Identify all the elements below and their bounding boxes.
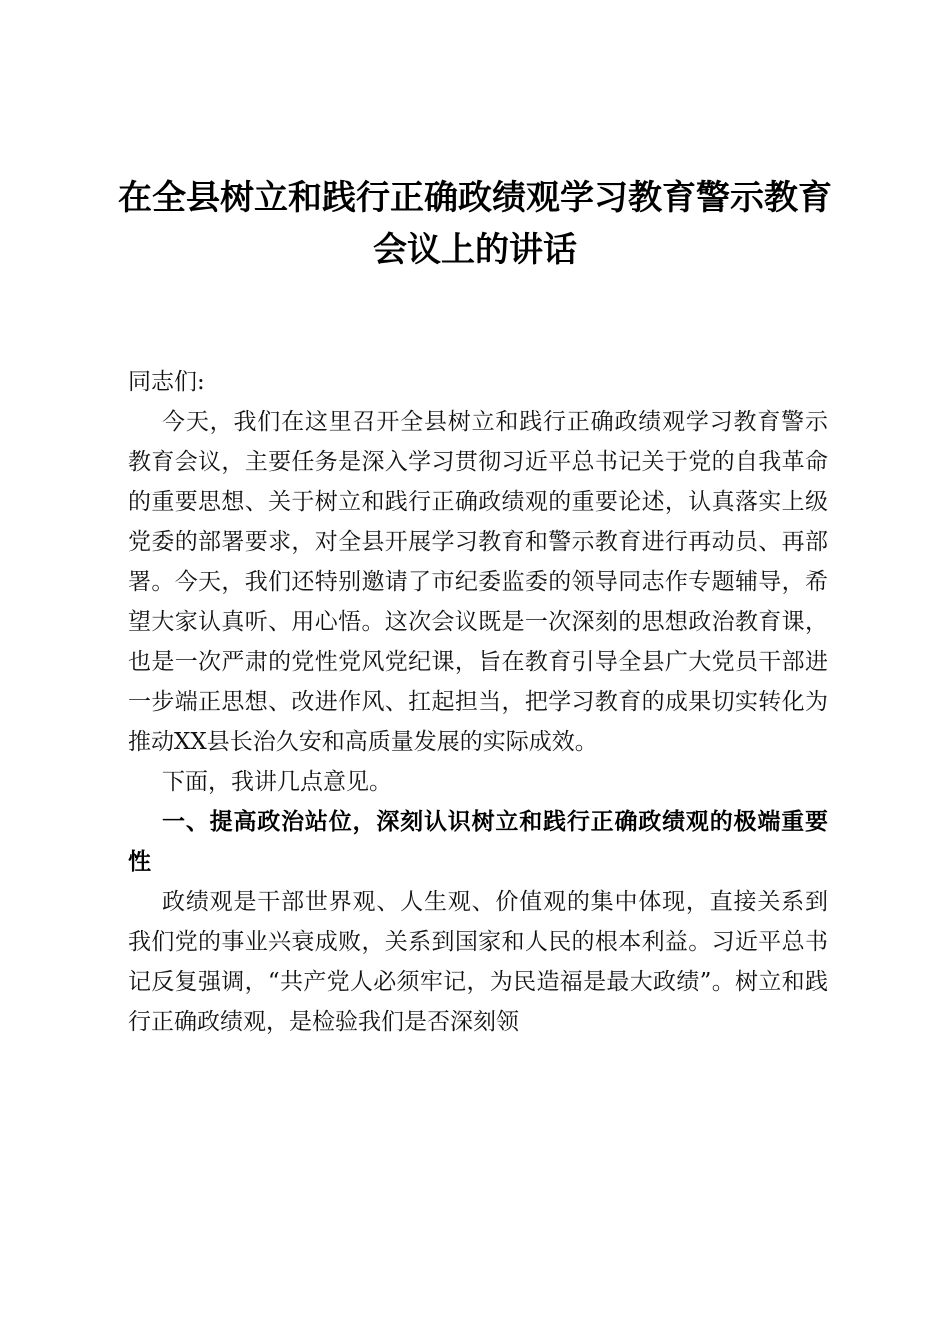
body-paragraph: 今天，我们在这里召开全县树立和践行正确政绩观学习教育警示教育会议，主要任务是深入学习贯彻习近平总书记关于党的自我革命的重要思想、关于树立和践行正确政绩观的重要论述，认真落实上级党委的部署要求，对全县开展学习教育和警示教育进行再动员、再部署。今天，我们还特别邀请了市纪委监委的领导同志作专题辅导，希望大家认真听、用心悟。这次会议既是一次深刻的思想政治教育课，也是一次严肃的党性党风党纪课，旨在教育引导全县广大党员干部进一步端正思想、改进作风、扛起担当，把学习教育的成果切实转化为推动XX县长治久安和高质量发展的实际成效。 xyxy=(128,409,828,755)
section-paragraph: 政绩观是干部世界观、人生观、价值观的集中体现，直接关系到我们党的事业兴衰成败，关系到国家和人民的根本利益。习近平总书记反复强调，“共产党人必须牢记，为民造福是最大政绩”。树立和践行正确政绩观，是检验我们是否深刻领 xyxy=(128,889,828,1035)
section-heading: 一、提高政治站位，深刻认识树立和践行正确政绩观的极端重要性 xyxy=(128,809,828,875)
document-body xyxy=(128,362,828,1042)
document-title: 在全县树立和践行正确政绩观学习教育警示教育会议上的讲话 xyxy=(118,178,832,270)
salutation: 同志们: xyxy=(128,369,205,395)
body-paragraph: 下面，我讲几点意见。 xyxy=(162,769,392,795)
